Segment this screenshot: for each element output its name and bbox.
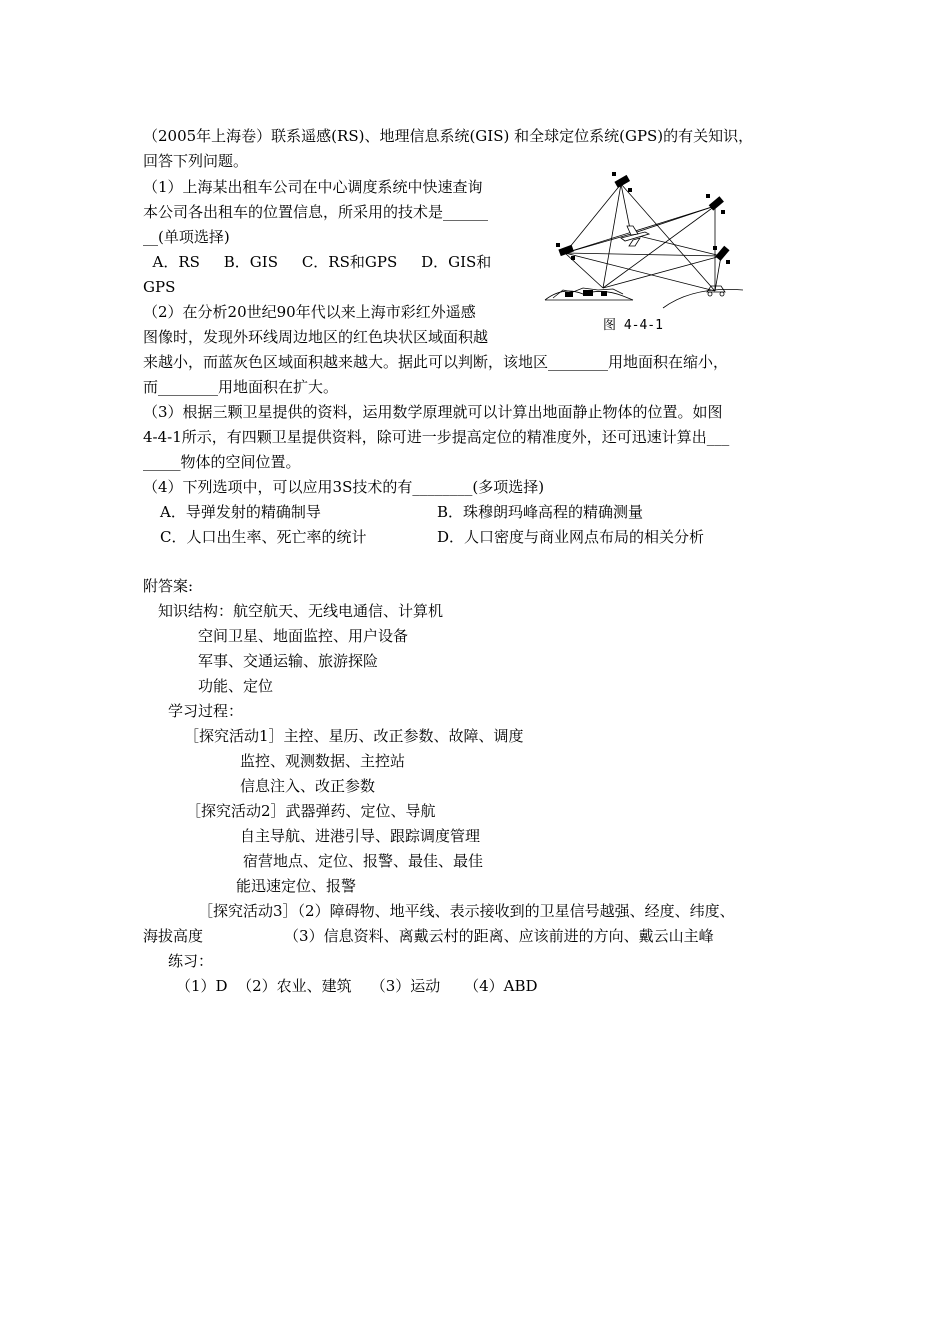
- activity2-line-1: ［探究活动2］武器弹药、定位、导航: [186, 802, 436, 820]
- q2-line-2: 图像时，发现外环线周边地区的红色块状区域面积越: [143, 328, 489, 346]
- q4-option-b: B．珠穆朗玛峰高程的精确测量: [437, 503, 644, 521]
- answers-heading: 附答案:: [143, 577, 194, 595]
- q1-options: A．RS B．GIS C．RS和GPS D．GIS和: [143, 253, 492, 271]
- practice-heading: 练习：: [168, 952, 214, 970]
- activity1-line-2: 监控、观测数据、主控站: [240, 752, 406, 770]
- q2-line-1: （2）在分析20世纪90年代以来上海市彩红外遥感: [143, 303, 476, 321]
- q1-line-2: 本公司各出租车的位置信息，所采用的技术是______: [143, 203, 489, 221]
- activity3-line-2: 海拔高度 （3）信息资料、离戴云村的距离、应该前进的方向、戴云山主峰: [143, 927, 714, 945]
- q1-line-3: __(单项选择): [143, 228, 230, 246]
- q3-line-3: _____物体的空间位置。: [143, 453, 301, 471]
- practice-answers: （1）D （2）农业、建筑 （3）运动 （4）ABD: [176, 977, 538, 995]
- activity2-line-2: 自主导航、进港引导、跟踪调度管理: [240, 827, 481, 845]
- activity2-line-4: 能迅速定位、报警: [236, 877, 357, 895]
- activity3-line-1: ［探究活动3］（2）障碍物、地平线、表示接收到的卫星信号越强、经度、纬度、: [198, 902, 735, 920]
- activity2-line-3: 宿营地点、定位、报警、最佳、最佳: [243, 852, 484, 870]
- q4-option-a: A．导弹发射的精确制导: [160, 503, 321, 521]
- activity1-line-3: 信息注入、改正参数: [240, 777, 376, 795]
- q4-option-d: D．人口密度与商业网点布局的相关分析: [437, 528, 705, 546]
- q4-option-c: C．人口出生率、死亡率的统计: [160, 528, 367, 546]
- question-intro-line-2: 回答下列问题。: [143, 152, 249, 170]
- process-heading: 学习过程：: [168, 702, 244, 720]
- knowledge-line-2: 空间卫星、地面监控、用户设备: [198, 627, 409, 645]
- q3-line-1: （3）根据三颗卫星提供的资料，运用数学原理就可以计算出地面静止物体的位置。如图: [143, 403, 723, 421]
- knowledge-line-1: 知识结构：航空航天、无线电通信、计算机: [158, 602, 444, 620]
- figure-caption: 图 4-4-1: [603, 318, 663, 333]
- q2-line-4: 而________用地面积在扩大。: [143, 378, 339, 396]
- q1-line-1: （1）上海某出租车公司在中心调度系统中快速查询: [143, 178, 483, 196]
- satellite-icon: [558, 175, 729, 261]
- question-intro-line-1: （2005年上海卷）联系遥感(RS)、地理信息系统(GIS) 和全球定位系统(GPS)的有关知识，: [143, 127, 754, 145]
- activity1-line-1: ［探究活动1］主控、星历、改正参数、故障、调度: [184, 727, 524, 745]
- knowledge-line-4: 功能、定位: [198, 677, 274, 695]
- q2-line-3: 来越小，而蓝灰色区域面积越来越大。据此可以判断，该地区________用地面积在缩小，: [143, 353, 729, 371]
- q1-line-5: GPS: [143, 278, 176, 296]
- knowledge-line-3: 军事、交通运输、旅游探险: [198, 652, 379, 670]
- q4-stem: （4）下列选项中，可以应用3S技术的有________(多项选择): [143, 478, 545, 496]
- q3-line-2: 4-4-1所示，有四颗卫星提供资料，除可进一步提高定位的精准度外，还可迅速计算出___: [143, 428, 730, 446]
